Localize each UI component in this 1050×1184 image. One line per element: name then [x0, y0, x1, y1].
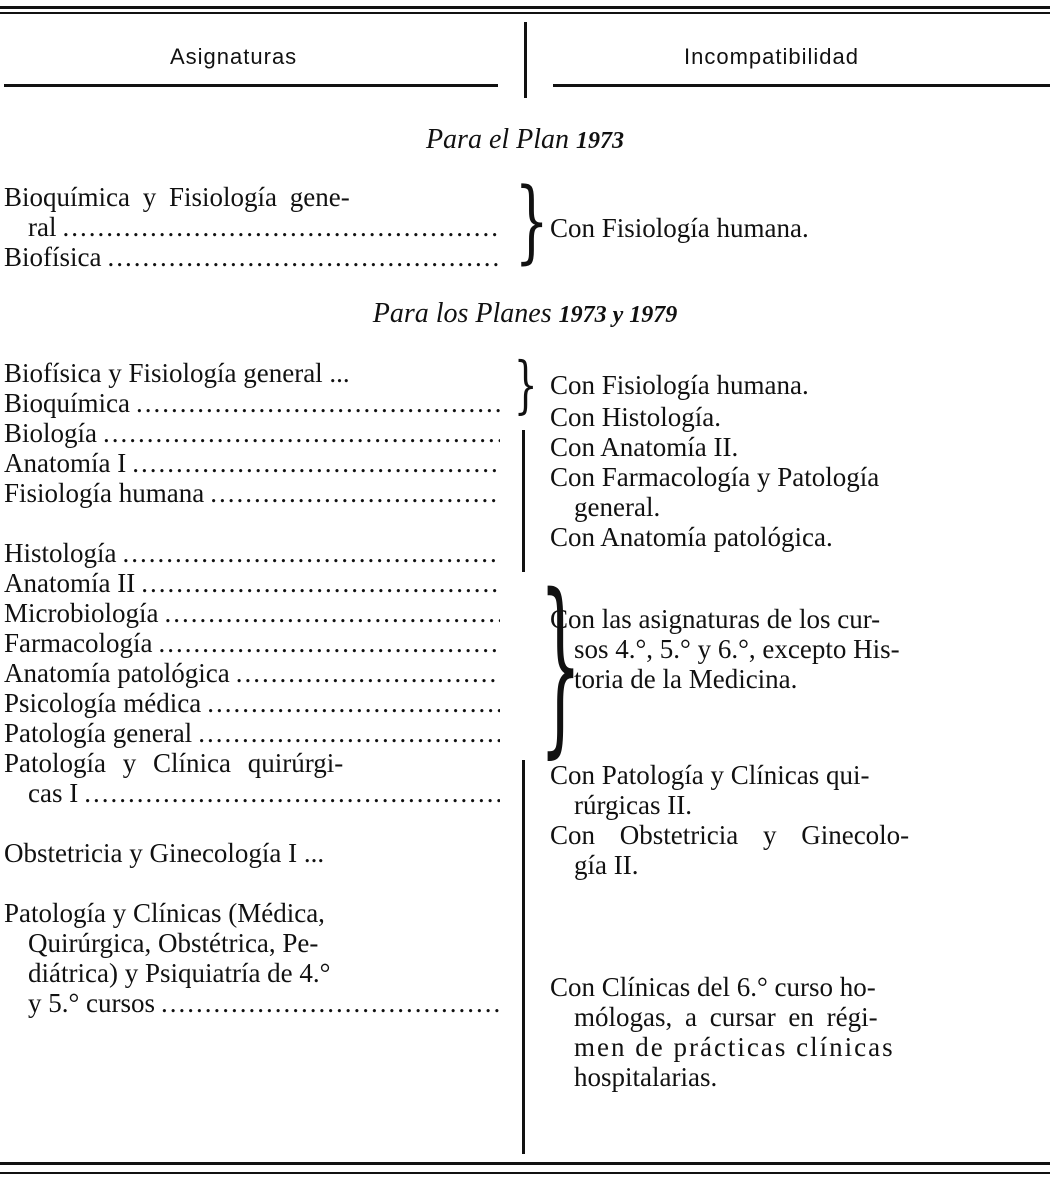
- section-title-plans-1973-1979: [0, 298, 1050, 330]
- column-divider: [522, 760, 525, 1154]
- subject-line: Biología .....: [4, 418, 500, 448]
- incompatibility-line: general.: [574, 492, 661, 522]
- incompatibility-line: mólogas, a cursar en régi-: [574, 1002, 878, 1032]
- section-title-text: Para el Plan: [425, 124, 570, 155]
- bottom-rule: [0, 1162, 1050, 1165]
- subject-line: Patología y Clínica quirúrgi-: [4, 748, 344, 778]
- subject-line: Obstetricia y Ginecología I ...: [4, 838, 325, 868]
- section-title-plan-1973: [0, 124, 1050, 156]
- incompatibility-line: Con Farmacología y Patología: [550, 462, 880, 492]
- incompatibility-line: rúrgicas II.: [574, 790, 692, 820]
- header-underline-left: [4, 84, 498, 87]
- subject-line: Anatomía patológica .....: [4, 658, 500, 688]
- subject-line: Biofísica y Fisiología general ...: [4, 358, 350, 388]
- right-brace: }: [514, 169, 549, 274]
- incompatibility-line: Con Anatomía II.: [550, 432, 739, 462]
- spacer: [4, 508, 500, 538]
- header-divider: [524, 22, 527, 98]
- incompatibility-line: Con Anatomía patológica.: [550, 522, 833, 552]
- spacer: [4, 808, 500, 838]
- incompatibility-line: hospitalarias.: [574, 1062, 718, 1092]
- section-title-years: 1973 y 1979: [558, 302, 678, 328]
- incompatibility-line: Con las asignaturas de los cur-: [550, 604, 881, 634]
- incompatibility-line: Con Fisiología humana.: [550, 370, 809, 400]
- column-divider: [522, 430, 525, 572]
- right-brace: }: [513, 348, 538, 421]
- subject-line: Histología .....: [4, 538, 500, 568]
- subject-line: ral .....: [4, 212, 500, 242]
- spacer: [4, 868, 500, 898]
- section-title-text: Para los Planes: [372, 298, 552, 329]
- section1-incompatibility: Con Fisiología humana.: [550, 213, 809, 243]
- section2-subjects: [4, 358, 500, 1018]
- subject-line: Biofísica .....: [4, 242, 500, 272]
- subject-line: Bioquímica .....: [4, 388, 500, 418]
- incompatibility-line: gía II.: [574, 850, 639, 880]
- subject-line: Microbiología .....: [4, 598, 500, 628]
- subject-line: diátrica) y Psiquiatría de 4.°: [28, 958, 331, 988]
- subject-line: Bioquímica y Fisiología gene-: [4, 182, 350, 212]
- subject-line: Psicología médica .....: [4, 688, 500, 718]
- section1-subjects: [4, 182, 500, 272]
- spacer: [550, 552, 1045, 604]
- subject-line: Fisiología humana .....: [4, 478, 500, 508]
- section-title-year: 1973: [576, 128, 625, 154]
- top-rule-second: [0, 12, 1050, 14]
- top-rule: [0, 6, 1050, 9]
- subject-line: y 5.° cursos .....: [4, 988, 500, 1018]
- subject-line: Farmacología .....: [4, 628, 500, 658]
- right-brace-large: }: [539, 554, 582, 775]
- incompatibility-line: men de prácticas clínicas: [574, 1032, 895, 1062]
- incompatibility-line: sos 4.°, 5.° y 6.°, excepto His-: [574, 634, 900, 664]
- incompatibility-line: toria de la Medicina.: [574, 664, 798, 694]
- spacer: [550, 880, 1045, 972]
- subject-line: Quirúrgica, Obstétrica, Pe-: [28, 928, 319, 958]
- bottom-rule-second: [0, 1172, 1050, 1174]
- section2-incompatibility: [550, 370, 1045, 1092]
- incompatibility-line: Con Clínicas del 6.° curso ho-: [550, 972, 876, 1002]
- subject-line: Anatomía II .....: [4, 568, 500, 598]
- incompatibility-line: Con Patología y Clínicas qui-: [550, 760, 870, 790]
- column-header-left: Asignaturas: [170, 44, 298, 69]
- subject-line: Patología y Clínicas (Médica,: [4, 898, 325, 928]
- incompatibility-line: Con Histología.: [550, 402, 722, 432]
- spacer: [550, 694, 1045, 760]
- subject-line: cas I .....: [4, 778, 500, 808]
- header-underline-right: [553, 84, 1050, 87]
- column-header-right: Incompatibilidad: [684, 44, 859, 69]
- incompatibility-line: Con Obstetricia y Ginecolo-: [550, 820, 910, 850]
- subject-line: Patología general .....: [4, 718, 500, 748]
- subject-line: Anatomía I .....: [4, 448, 500, 478]
